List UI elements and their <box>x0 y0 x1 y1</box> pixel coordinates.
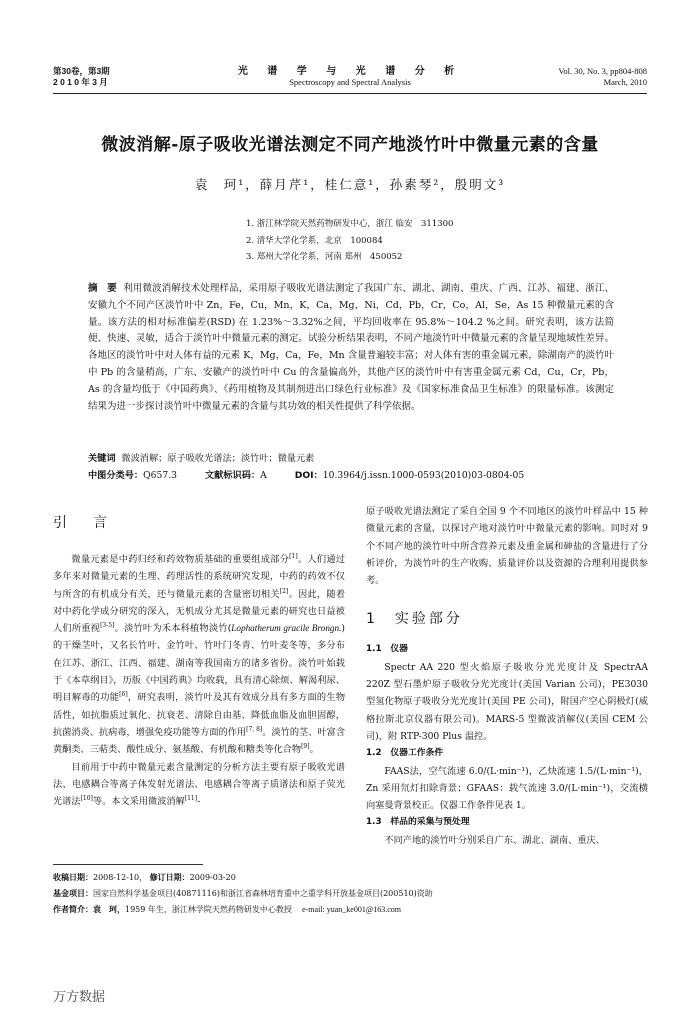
body-paragraph: Spectr AA 220 型火焰原子吸收分光光度计及 SpectrAA 220Z 型石墨炉原子吸收分光光度计(美国 Varian 公司)，PE3030 型氢化物原子吸收分光光度计(美国 PE 公司)，附国产空心阴极灯(威格拉斯北京仪器有限公司)。MARS-5 型微波消解仪(美国 CEM 公司)，附 RTP-300 Plus 温控。 <box>366 661 648 742</box>
right-column <box>366 503 648 849</box>
footnotes <box>53 870 650 918</box>
body-paragraph: 不同产地的淡竹叶分别采自广东、湖北、湖南、重庆、 <box>384 834 605 846</box>
footnote-rule <box>53 864 203 865</box>
header-rule <box>53 93 647 94</box>
fund-note: 基金项目：国家自然科学基金项目(40871116)和浙江省森林培育重中之重学科开放基金项目(200510)资助 <box>53 889 433 898</box>
abstract <box>88 281 614 415</box>
watermark: 万方数据 <box>53 990 106 1005</box>
author-bio-note: 作者简介：袁 珂，1959 年生，浙江林学院天然药物研发中心教授 e-mail: yuan_ke001@163.com <box>53 905 401 914</box>
affiliations: 1. 浙江林学院天然药物研发中心，浙江 临安 311300 2. 清华大学化学系，北京 100084 3. 郑州大学化学系，河南 郑州 450052 <box>246 219 454 262</box>
keywords-block: 关键词 微波消解；原子吸收光谱法；淡竹叶；微量元素 中图分类号：Q657.3 文献标识码：A DOI：10.3964/j.issn.1000-0593(2010)03-0804-05 <box>88 450 614 484</box>
left-column <box>53 511 345 810</box>
keywords: 微波消解；原子吸收光谱法；淡竹叶；微量元素 <box>121 453 315 464</box>
abstract-text: 利用微波消解技术处理样品，采用原子吸收光谱法测定了我国广东、湖北、湖南、重庆、广西、江苏、福建、浙江、安徽九个不同产区淡竹叶中 Zn，Fe，Cu，Mn，K，Ca，Mg，Ni，Cd，Pb，Cr，Co，Al，Se，As 15 种微量元素的含量。该方法的相对标准偏差(RSD) 在 1.23%～3.32%之间，平均回收率在 95.8%～104.2 %之间。研究表明，该方法简便、快速、灵敏，适合于淡竹叶中微量元素的测定。试验分析结果表明，不同产地淡竹叶中微量元素的含量呈现地域性差异。各地区的淡竹叶中对人体有益的元素 K，Mg，Ca，Fe，Mn 含量普遍较丰富；对人体有害的重金属元素，除湖南产的淡竹叶中 Pb 的含量稍高，广东、安徽产的淡竹叶中 Cu 的含量偏高外，其他产区的淡竹叶中有害重金属元素 Cd，Cu，Cr，Pb，As 的含量均低于《中国药典》、《药用植物及其制剂进出口绿色行业标准》及《国家标准食品卫生标准》的限量标准。该测定结果为进一步探讨淡竹叶中微量元素的含量与其功效的相关性提供了科学依据。 <box>88 283 614 412</box>
subsection-heading: 1.1 仪器 <box>366 644 408 655</box>
intro-heading: 引 言 <box>53 515 113 531</box>
volume-info-en: Vol. 30, No. 3, pp804-808 March, 2010 <box>558 66 647 87</box>
section-heading: 1 实验部分 <box>366 611 463 628</box>
doi: 10.3964/j.issn.1000-0593(2010)03-0804-05 <box>322 470 525 481</box>
journal-name: 光 谱 学 与 光 谱 分 析 Spectroscopy and Spectral Analysis <box>237 66 463 87</box>
body-paragraph: FAAS法，空气流速 6.0/(L·min⁻¹)，乙炔流速 1.5/(L·min⁻¹)，Zn 采用氘灯扣除背景；GFAAS：载气流速 3.0/(L·min⁻¹)，交流横向塞曼背景校正。仪器工作条件见表 1。 <box>366 765 648 812</box>
volume-info: 第30卷，第3期 2 0 1 0 年 3 月 <box>53 66 110 87</box>
dates-note: 收稿日期：2008-12-10， 修订日期：2009-03-20 <box>53 873 236 882</box>
subsection-heading: 1.3 样品的采集与预处理 <box>366 817 470 828</box>
subsection-heading: 1.2 仪器工作条件 <box>366 748 444 759</box>
paper-title: 微波消解-原子吸收光谱法测定不同产地淡竹叶中微量元素的含量 <box>101 135 599 155</box>
intro-paragraph: 目前用于中药中微量元素含量测定的分析方法主要有原子吸收光谱法、电感耦合等离子体发射光谱法、电感耦合等离子质谱法和原子荧光光谱法[10]等。本文采用微波消解[11]- <box>53 761 345 808</box>
abstract-label: 摘 要 <box>88 283 117 294</box>
classification-line: 中图分类号：Q657.3 文献标识码：A DOI：10.3964/j.issn.1000-0593(2010)03-0804-05 <box>88 470 525 481</box>
intro-paragraph: 微量元素是中药归经和药效物质基础的重要组成部分[1]。人们通过多年来对微量元素的生理、药理活性的系统研究发现，中药的药效不仅与所含的有机成分有关，还与微量元素的含量密切相关[2]。因此，随着对中药化学成分研究的深入，无机成分尤其是微量元素的研究也日益被人们所重视[3-5]。淡竹叶为禾本科植物淡竹(Lophatherum gracile Brongn.)的干燥茎叶，又名长竹叶、金竹叶、竹叶门冬青、竹叶麦冬等，多分布在江苏、浙江、江西、福建、湖南等我国南方的诸多省份。淡竹叶始载于《本草纲目》，历版《中国药典》均收载，具有清心除烦、解渴利尿、明目解毒的功能[6]，研究表明，淡竹叶及其有效成分具有多方面的生物活性，如抗脂质过氧化、抗衰老、清除自由基、降低血脂及血胆固醇，抗菌消炎、抗病毒，增强免疫功能等方面的作用[7, 8]。淡竹的茎、叶富含黄酮类、三萜类、酸性成分、氨基酸、有机酸和糖类等化合物[9]。 <box>53 552 346 756</box>
body-paragraph: 原子吸收光谱法测定了采自全国 9 个不同地区的淡竹叶样品中 15 种微量元素的含量，以探讨产地对淡竹叶中微量元素的影响。同时对 9 个不同产地的淡竹叶中所含营养元素及重金属和砷盐的含量进行了分析评价，为淡竹叶的生产收购、质量评价以及资源的合理利用提供参考。 <box>366 506 648 587</box>
author-list: 袁 珂¹，薛月芹¹，桂仁意¹，孙素琴²，殷明文³ <box>194 177 506 192</box>
